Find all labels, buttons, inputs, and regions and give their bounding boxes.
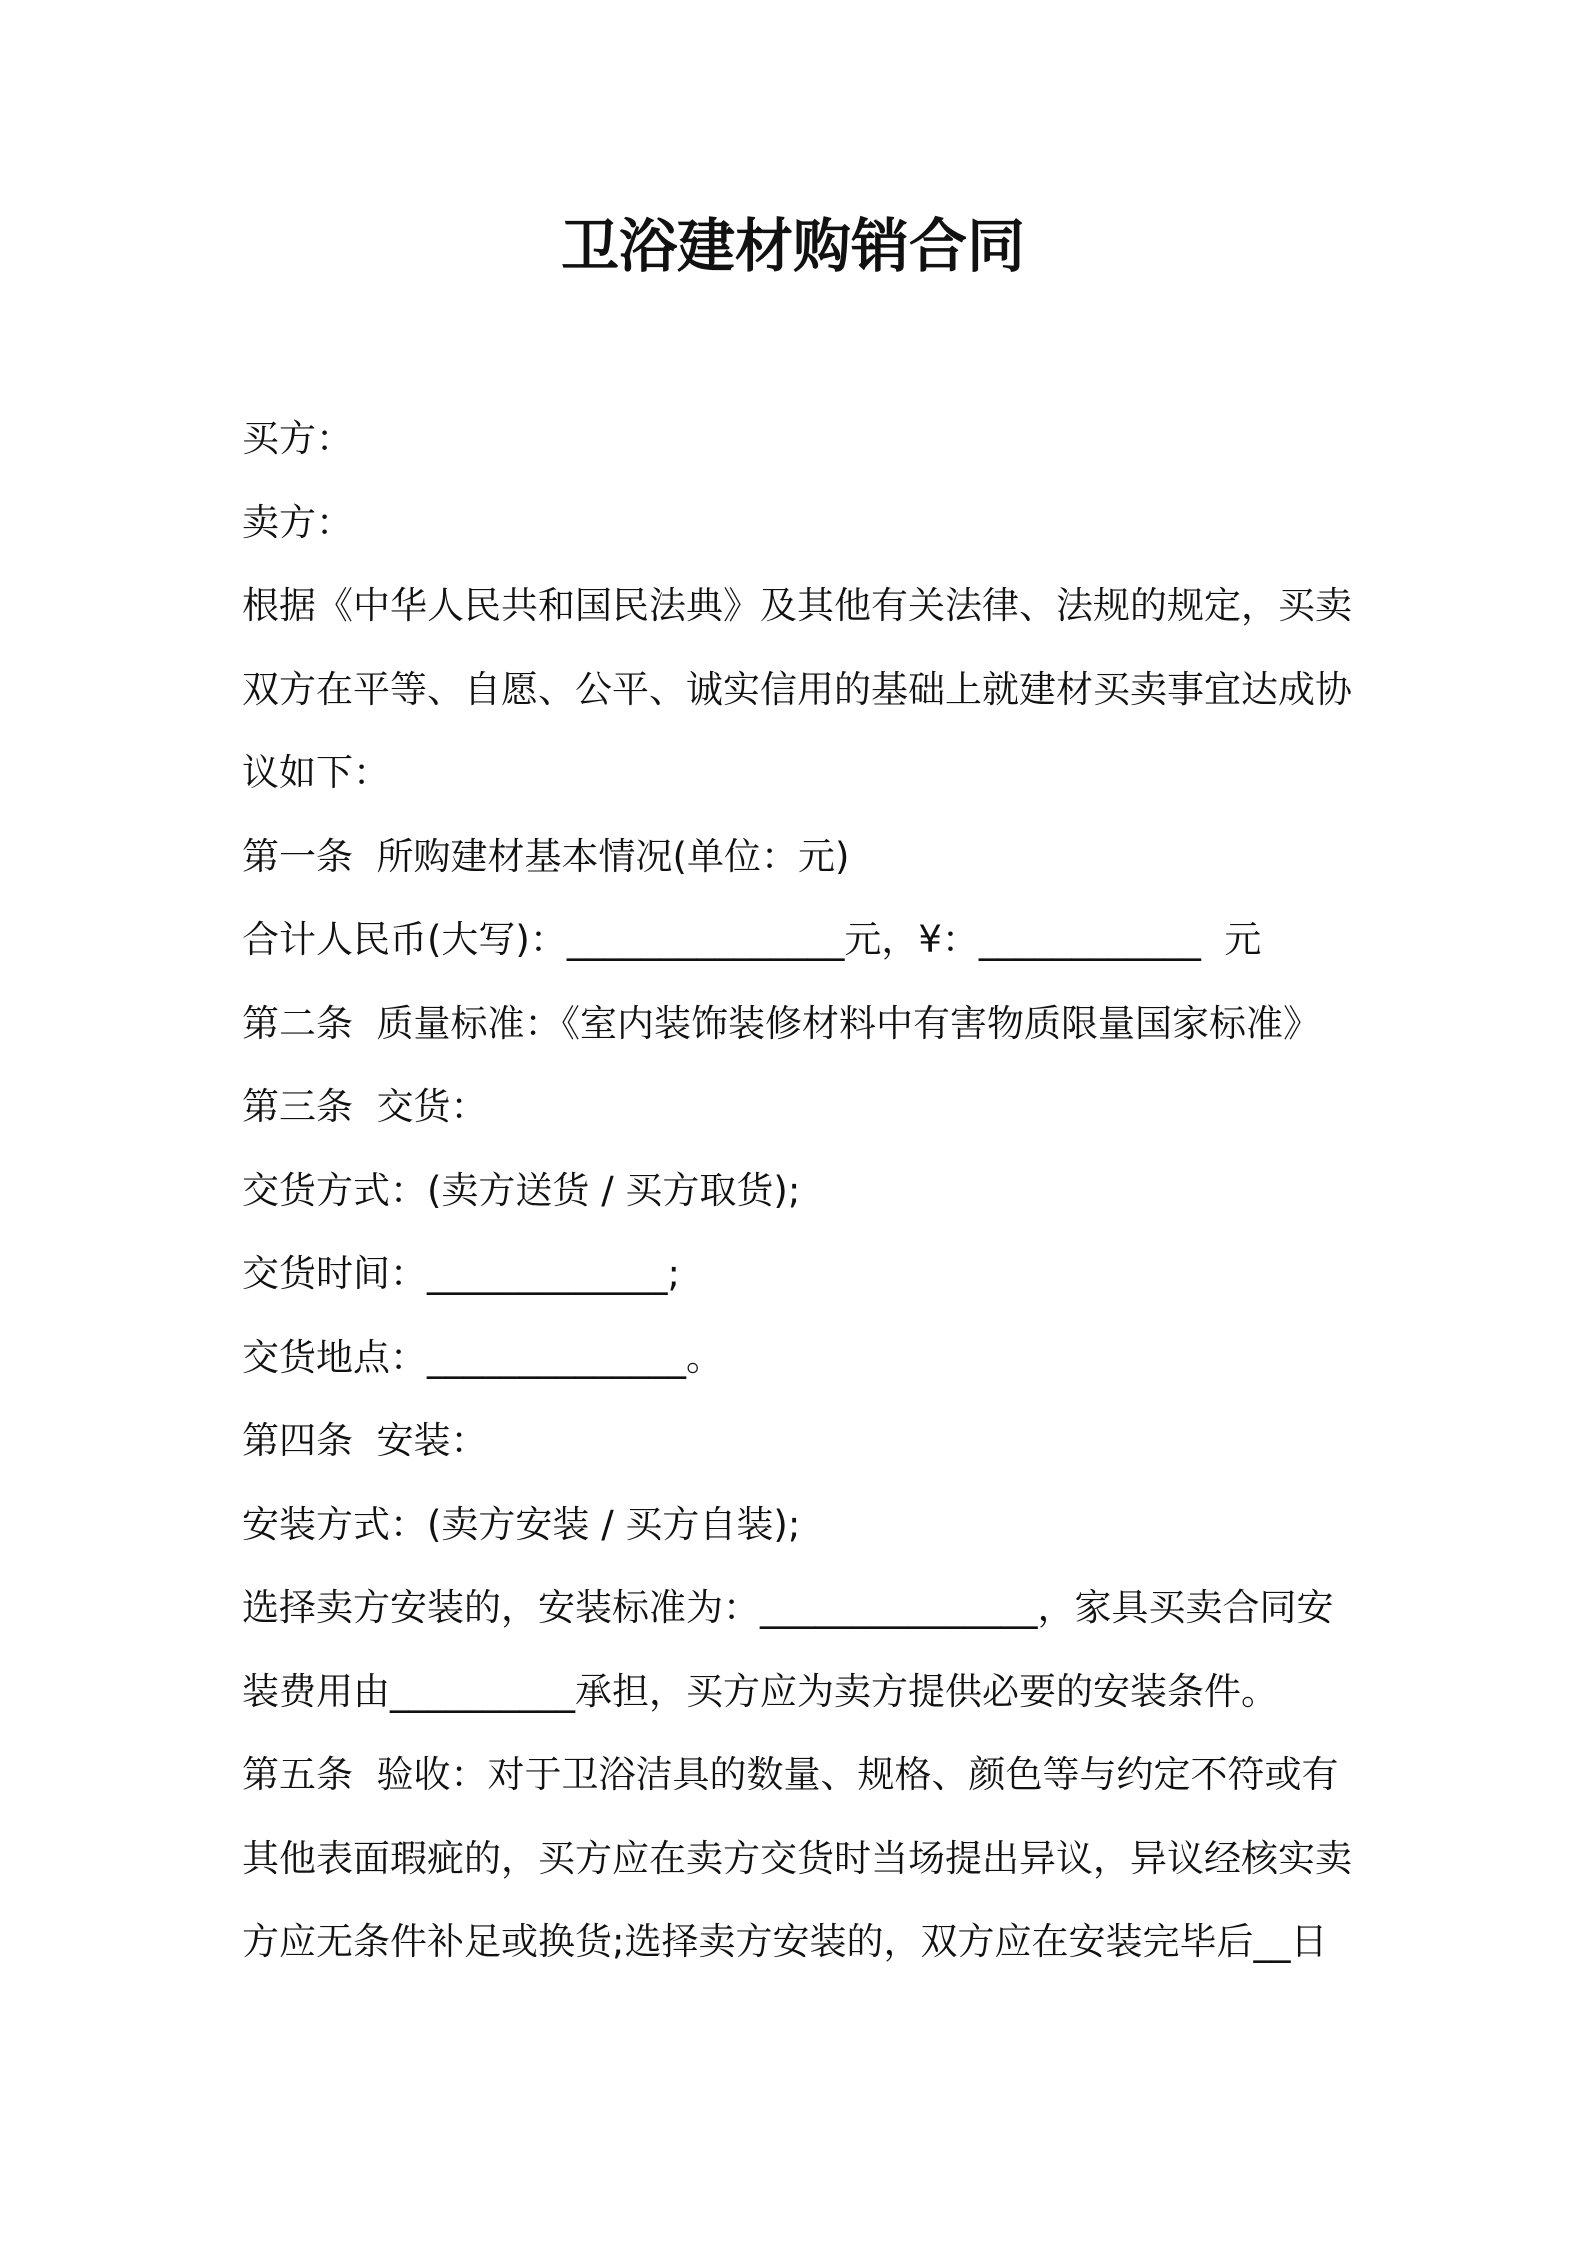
- total-amount-line: 合计人民币(大写)：_______________元，¥：____________ 元: [242, 918, 1262, 961]
- article-3-heading: 第三条 交货：: [242, 1085, 488, 1128]
- seller-line: 卖方：: [242, 500, 353, 544]
- article-2-quality-standard: 第二条 质量标准：《室内装饰装修材料中有害物质限量国家标准》: [242, 1001, 1321, 1045]
- article-1-heading: 第一条 所购建材基本情况(单位：元): [242, 834, 850, 878]
- contract-title: 卫浴建材购销合同: [560, 212, 1025, 280]
- installation-method-line: 安装方式：(卖方安装 / 买方自装);: [242, 1502, 801, 1546]
- preamble-line-3: 议如下：: [242, 751, 390, 794]
- article-5-line-2: 其他表面瑕疵的，买方应在卖方交货时当场提出异议，异议经核实卖: [242, 1836, 1352, 1880]
- contract-body: [242, 397, 1360, 1984]
- buyer-line: 买方：: [242, 417, 353, 460]
- delivery-method-line: 交货方式：(卖方送货 / 买方取货);: [242, 1168, 801, 1212]
- preamble-line-2: 双方在平等、自愿、公平、诚实信用的基础上就建材买卖事宜达成协: [242, 667, 1352, 711]
- article-5-line-3: 方应无条件补足或换货;选择卖方安装的，双方应在安装完毕后__日: [242, 1920, 1328, 1963]
- article-5-line-1: 第五条 验收：对于卫浴洁具的数量、规格、颜色等与约定不符或有: [242, 1753, 1339, 1796]
- delivery-time-line: 交货时间：_____________;: [242, 1252, 680, 1295]
- article-4-heading: 第四条 安装：: [242, 1419, 488, 1462]
- preamble-line-1: 根据《中华人民共和国民法典》及其他有关法律、法规的规定，买卖: [242, 584, 1352, 627]
- delivery-place-line: 交货地点：______________。: [242, 1335, 723, 1379]
- installation-standard-line-2: 装费用由__________承担，买方应为卖方提供必要的安装条件。: [242, 1669, 1278, 1713]
- installation-standard-line-1: 选择卖方安装的，安装标准为：_______________，家具买卖合同安: [242, 1586, 1334, 1629]
